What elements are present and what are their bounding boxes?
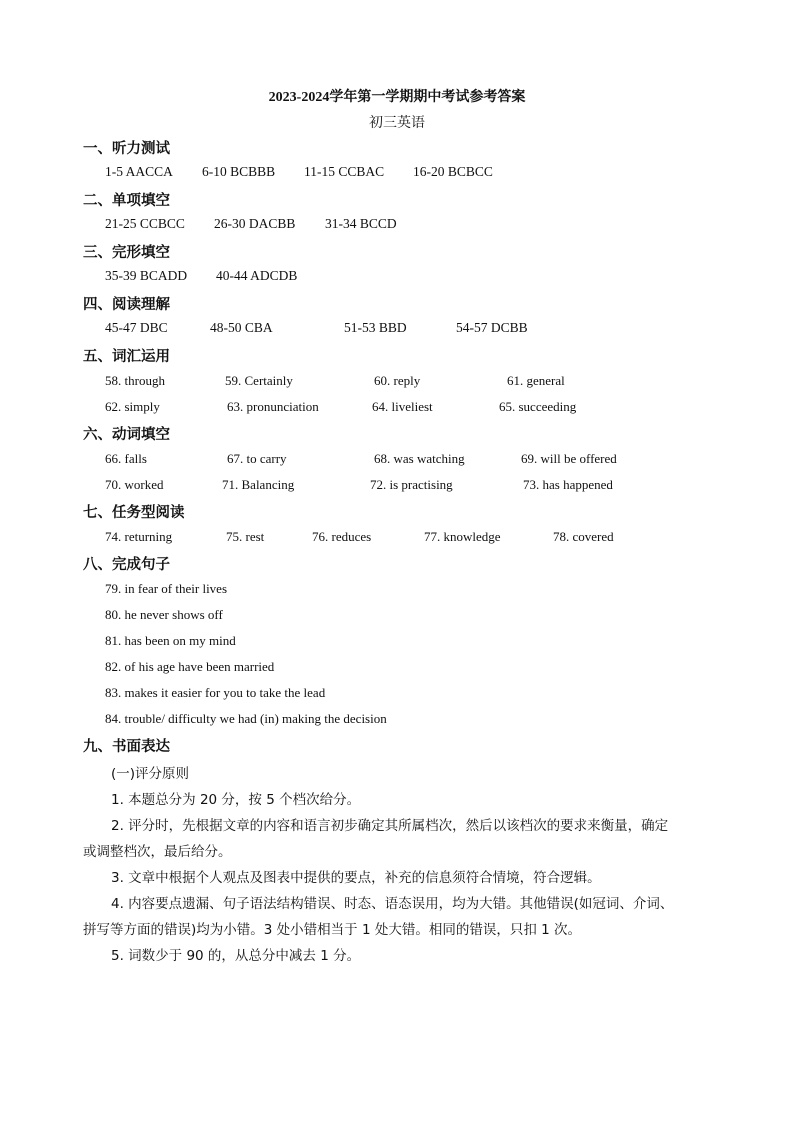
answer-item: 78. covered bbox=[553, 529, 614, 544]
answer-group: 48-50 CBA bbox=[210, 320, 273, 335]
answer-item: 63. pronunciation bbox=[227, 399, 319, 414]
answer-item: 80. he never shows off bbox=[105, 607, 223, 622]
answer-item: 58. through bbox=[105, 373, 165, 388]
scoring-rule: 1. 本题总分为 20 分，按 5 个档次给分。 bbox=[111, 792, 361, 808]
scoring-subheading: (一)评分原则 bbox=[111, 766, 190, 782]
answer-item: 66. falls bbox=[105, 451, 147, 466]
answer-item: 82. of his age have been married bbox=[105, 659, 275, 674]
answer-item: 76. reduces bbox=[312, 529, 372, 544]
answer-item: 60. reply bbox=[374, 373, 421, 388]
answer-group: 35-39 BCADD bbox=[105, 268, 188, 283]
answer-item: 79. in fear of their lives bbox=[105, 581, 228, 596]
answer-item: 70. worked bbox=[105, 477, 164, 492]
answer-item: 72. is practising bbox=[370, 477, 453, 492]
section-heading-reading: 四、阅读理解 bbox=[83, 297, 170, 313]
answer-item: 69. will be offered bbox=[521, 451, 617, 466]
scoring-rule-continued: 或调整档次，最后给分。 bbox=[83, 844, 232, 860]
answer-item: 67. to carry bbox=[227, 451, 287, 466]
answer-group: 51-53 BBD bbox=[344, 320, 407, 335]
answer-group: 21-25 CCBCC bbox=[105, 216, 185, 231]
answer-item: 59. Certainly bbox=[225, 373, 293, 388]
answer-group: 26-30 DACBB bbox=[214, 216, 296, 231]
answer-group: 6-10 BCBBB bbox=[202, 164, 276, 179]
page-title: 2023-2024学年第一学期期中考试参考答案 bbox=[268, 90, 526, 105]
page-subtitle: 初三英语 bbox=[369, 116, 425, 131]
answer-item: 73. has happened bbox=[523, 477, 613, 492]
answer-group: 45-47 DBC bbox=[105, 320, 168, 335]
section-heading-single-choice: 二、单项填空 bbox=[83, 193, 170, 209]
section-heading-writing: 九、书面表达 bbox=[83, 739, 170, 755]
answer-item: 75. rest bbox=[226, 529, 265, 544]
answer-item: 65. succeeding bbox=[499, 399, 577, 414]
section-heading-complete-sentences: 八、完成句子 bbox=[83, 557, 170, 573]
answer-item: 84. trouble/ difficulty we had (in) making the decision bbox=[105, 711, 387, 726]
section-heading-verb-fill: 六、动词填空 bbox=[83, 427, 170, 443]
answer-item: 62. simply bbox=[105, 399, 160, 414]
section-heading-task-reading: 七、任务型阅读 bbox=[83, 505, 185, 521]
answer-group: 1-5 AACCA bbox=[105, 164, 173, 179]
answer-group: 11-15 CCBAC bbox=[304, 164, 385, 179]
answer-group: 16-20 BCBCC bbox=[413, 164, 493, 179]
scoring-rule: 3. 文章中根据个人观点及图表中提供的要点，补充的信息须符合情境，符合逻辑。 bbox=[111, 870, 601, 886]
scoring-rule: 4. 内容要点遗漏、句子语法结构错误、时态、语态误用，均为大错。其他错误(如冠词、介词、 bbox=[111, 896, 674, 912]
section-heading-vocabulary: 五、词汇运用 bbox=[83, 349, 170, 365]
answer-item: 64. liveliest bbox=[372, 399, 433, 414]
answer-group: 54-57 DCBB bbox=[456, 320, 528, 335]
scoring-rule-continued: 拼写等方面的错误)均为小错。3 处小错相当于 1 处大错。相同的错误，只扣 1 次。 bbox=[83, 922, 581, 938]
answer-group: 31-34 BCCD bbox=[325, 216, 397, 231]
answer-group: 40-44 ADCDB bbox=[216, 268, 298, 283]
scoring-rule: 5. 词数少于 90 的，从总分中减去 1 分。 bbox=[111, 948, 361, 964]
answer-item: 77. knowledge bbox=[424, 529, 501, 544]
answer-item: 61. general bbox=[507, 373, 565, 388]
answer-item: 68. was watching bbox=[374, 451, 465, 466]
answer-item: 83. makes it easier for you to take the lead bbox=[105, 685, 326, 700]
scoring-rule: 2. 评分时，先根据文章的内容和语言初步确定其所属档次，然后以该档次的要求来衡量，确定 bbox=[111, 818, 669, 834]
section-heading-listening: 一、听力测试 bbox=[83, 141, 170, 157]
answer-item: 71. Balancing bbox=[222, 477, 295, 492]
answer-item: 81. has been on my mind bbox=[105, 633, 236, 648]
section-heading-cloze: 三、完形填空 bbox=[83, 245, 170, 261]
answer-item: 74. returning bbox=[105, 529, 173, 544]
